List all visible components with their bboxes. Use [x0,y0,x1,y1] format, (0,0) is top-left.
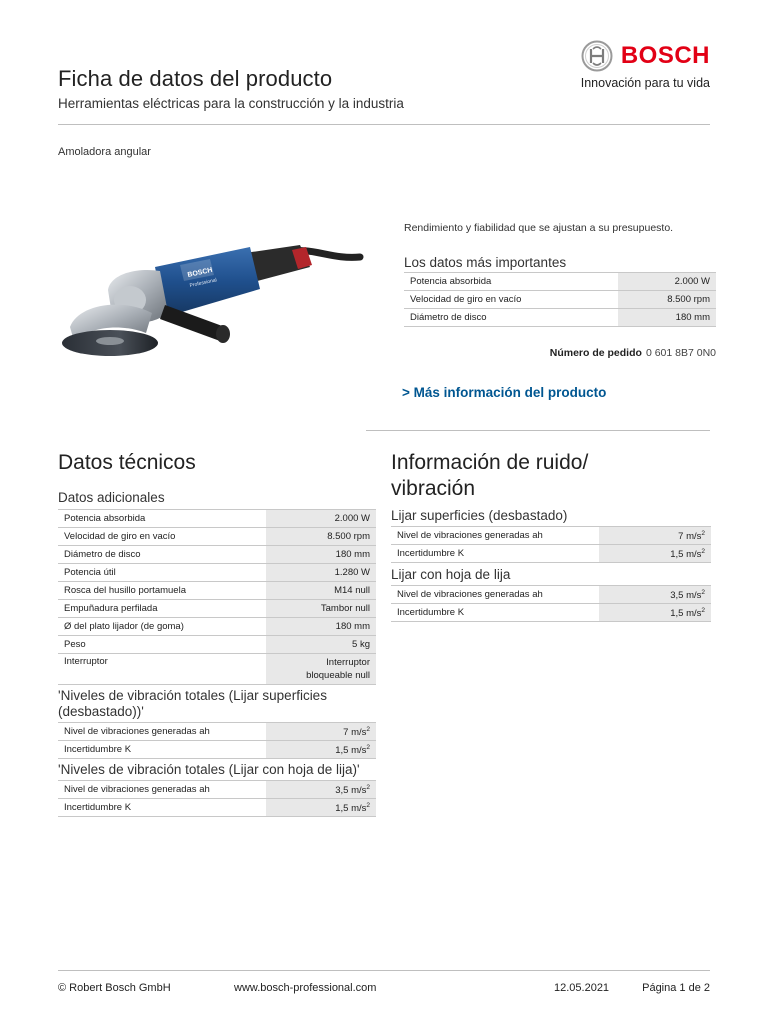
vibration-sandpaper-table [58,780,376,817]
noise-vibration-title: Información de ruido/ vibración [391,451,589,500]
unit-exponent: 2 [366,801,370,809]
unit-exponent: 2 [366,743,370,751]
spec-value: 1.280 W [266,564,376,582]
spec-value: 8.500 rpm [618,291,716,309]
spec-value: 180 mm [266,546,376,564]
section-divider [366,430,710,431]
spec-label: Interruptor [58,654,266,685]
spec-value: 2.000 W [618,273,716,291]
spec-label: Diámetro de disco [404,309,618,327]
spec-value: 5 kg [266,636,376,654]
table-row [391,604,711,622]
spec-value [599,604,711,622]
page-title: Ficha de datos del producto [58,66,333,91]
spec-label: Potencia útil [58,564,266,582]
brand-slogan: Innovación para tu vida [580,76,710,90]
order-number-value: 0 601 8B7 0N0 [645,347,716,359]
table-row [404,309,716,327]
more-info-link[interactable]: > Más información del producto [402,385,607,400]
order-number-label: Número de pedido [549,347,642,359]
vibration-sandpaper-title: 'Niveles de vibración totales (Lijar con hoja de lija)' [58,762,360,777]
bosch-armature-icon [581,40,613,72]
additional-data-title: Datos adicionales [58,490,165,505]
spec-label: Diámetro de disco [58,546,266,564]
product-type: Amoladora angular [58,146,151,158]
brand-wordmark: BOSCH [620,42,710,69]
svg-text:BOSCH: BOSCH [186,266,214,279]
spec-label: Incertidumbre K [391,545,599,563]
table-row [58,636,376,654]
unit-exponent: 2 [366,783,370,791]
spec-value [266,799,376,817]
spec-value [266,741,376,759]
key-data-table [404,272,716,327]
table-row [58,546,376,564]
unit-exponent: 2 [701,588,705,596]
spec-value: 8.500 rpm [266,528,376,546]
technical-data-section [58,450,376,817]
footer-date: 12.05.2021 [554,982,610,994]
spec-value [266,781,376,799]
key-data-title: Los datos más importantes [404,255,567,270]
footer-copyright: © Robert Bosch GmbH [58,982,171,994]
spec-label: Rosca del husillo portamuela [58,582,266,600]
product-tagline: Rendimiento y fiabilidad que se ajustan a su presupuesto. [404,222,674,234]
table-row [58,781,376,799]
spec-value [266,654,376,685]
spec-label: Peso [58,636,266,654]
footer-page-number: Página 1 de 2 [642,982,710,994]
spec-value [599,527,711,545]
noise-vibration-section [391,450,711,622]
spec-value-text: 1,5 m/s [335,802,367,814]
svg-text:Professional: Professional [189,277,218,289]
spec-value-text: 1,5 m/s [670,607,702,619]
spec-label: Ø del plato lijador (de goma) [58,618,266,636]
footer-divider [58,970,710,971]
header-divider [58,124,710,125]
spec-label: Nivel de vibraciones generadas ah [391,586,599,604]
table-row [391,527,711,545]
spec-value [266,723,376,741]
unit-exponent: 2 [701,529,705,537]
sandpaper-table [391,585,711,622]
vibration-rough-sanding-title: 'Niveles de vibración totales (Lijar superficies (desbastado))' [58,688,327,719]
footer-website-link[interactable]: www.bosch-professional.com [234,982,377,994]
spec-label: Nivel de vibraciones generadas ah [58,723,266,741]
sandpaper-title: Lijar con hoja de lija [391,567,511,582]
table-row [58,510,376,528]
unit-exponent: 2 [701,606,705,614]
table-row [58,600,376,618]
spec-value [599,545,711,563]
table-row [58,654,376,685]
table-row [58,741,376,759]
angle-grinder-image [60,205,370,415]
technical-data-title: Datos técnicos [58,451,196,474]
order-number [550,347,716,359]
spec-value: 180 mm [266,618,376,636]
spec-label: Empuñadura perfilada [58,600,266,618]
spec-label: Nivel de vibraciones generadas ah [58,781,266,799]
table-row [58,723,376,741]
spec-value: M14 null [266,582,376,600]
spec-value-text: 7 m/s [343,726,367,738]
table-row [391,545,711,563]
brand-block [510,40,710,96]
technical-data-table [58,509,376,685]
spec-value-text: 7 m/s [678,530,702,542]
table-row [58,618,376,636]
spec-value: 2.000 W [266,510,376,528]
unit-exponent: 2 [366,725,370,733]
spec-value [599,586,711,604]
table-row [404,291,716,309]
spec-label: Potencia absorbida [58,510,266,528]
spec-label: Incertidumbre K [58,741,266,759]
table-row [391,586,711,604]
table-row [58,582,376,600]
page-subtitle: Herramientas eléctricas para la construcción y la industria [58,96,404,111]
spec-label: Incertidumbre K [391,604,599,622]
vibration-rough-sanding-table [58,722,376,759]
table-row [58,528,376,546]
spec-value: 180 mm [618,309,716,327]
spec-value-text: 1,5 m/s [335,744,367,756]
spec-value-line: bloqueable null [306,670,370,681]
spec-label: Incertidumbre K [58,799,266,817]
spec-value-text: 3,5 m/s [670,589,702,601]
spec-value: Tambor null [266,600,376,618]
bosch-logo [581,40,710,72]
spec-value-text: 3,5 m/s [335,784,367,796]
table-row [58,799,376,817]
spec-label: Nivel de vibraciones generadas ah [391,527,599,545]
spec-value-line: Interruptor [326,657,370,668]
rough-sanding-title: Lijar superficies (desbastado) [391,508,568,523]
table-row [58,564,376,582]
spec-label: Velocidad de giro en vacío [404,291,618,309]
spec-label: Velocidad de giro en vacío [58,528,266,546]
unit-exponent: 2 [701,547,705,555]
table-row [404,273,716,291]
spec-value-text: 1,5 m/s [670,548,702,560]
rough-sanding-table [391,526,711,563]
spec-label: Potencia absorbida [404,273,618,291]
